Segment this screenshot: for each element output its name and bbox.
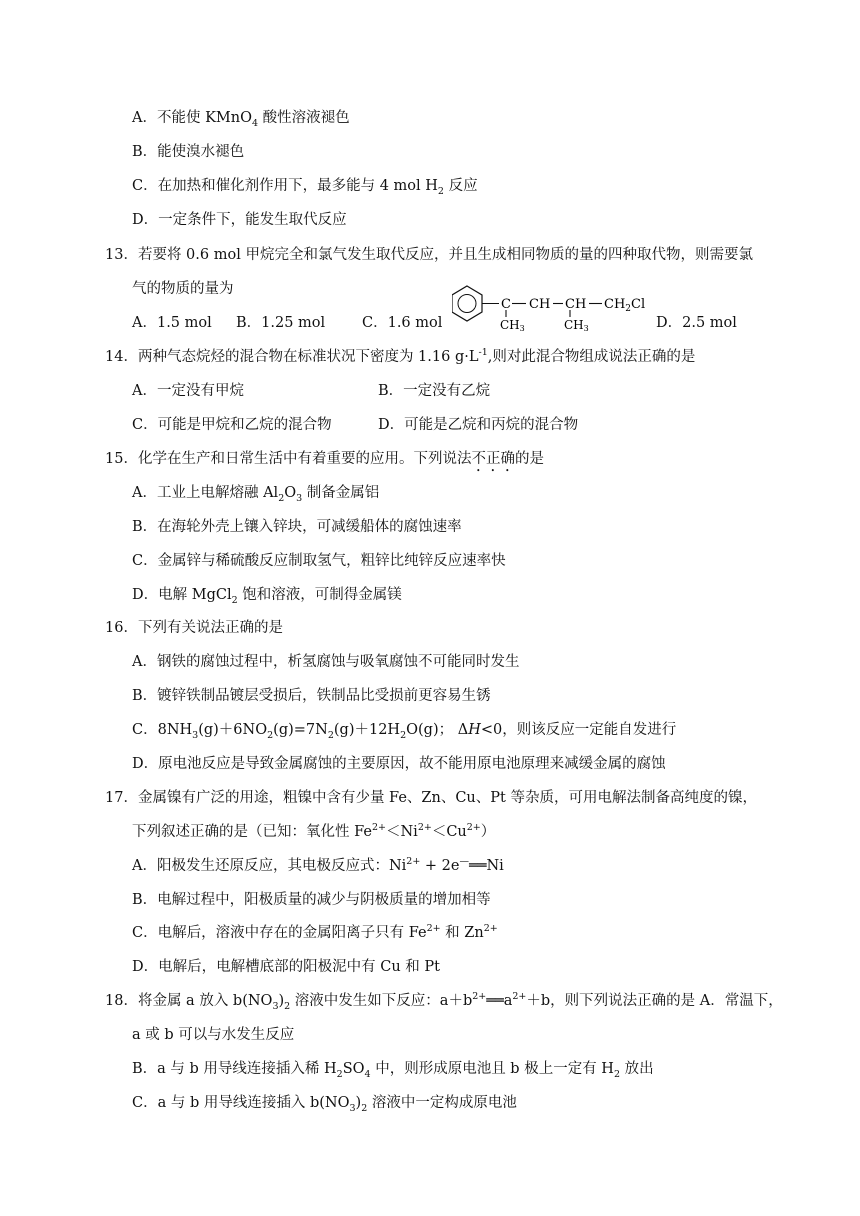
- q15-stem: 15．化学在生产和日常生活中有着重要的应用。下列说法不正确的是: [105, 451, 544, 467]
- formula-methyl-2: CH3: [564, 318, 589, 333]
- q14-option-c: C．可能是甲烷和乙烷的混合物: [132, 417, 332, 433]
- q13-stem-line1: 13．若要将 0.6 mol 甲烷完全和氯气发生取代反应，并且生成相同物质的量的四种取代物，则需要氯: [105, 247, 753, 263]
- q16-option-b: B．镀锌铁制品镀层受损后，铁制品比受损前更容易生锈: [132, 688, 491, 704]
- q15-option-d: D．电解 MgCl$_2$ 饱和溶液，可制得金属镁: [132, 587, 402, 606]
- q18-stem-line1: 18．将金属 a 放入 $b(NO_3)_2$ 溶液中发生如下反应：$a+b^{2+}══a^{2+}+b$，则下列说法正确的是 A．常温下，: [105, 991, 783, 1012]
- formula-methyl-1: CH3: [500, 318, 525, 333]
- q15-option-b: B．在海轮外壳上镶入锌块，可减缓船体的腐蚀速率: [132, 519, 462, 535]
- q16-option-d: D．原电池反应是导致金属腐蚀的主要原因，故不能用原电池原理来减缓金属的腐蚀: [132, 756, 666, 772]
- q16-stem: 16．下列有关说法正确的是: [105, 620, 283, 636]
- q18-option-c: C．a 与 b 用导线连接插入 $b(NO_3)_2$ 溶液中一定构成原电池: [132, 1095, 517, 1114]
- q14-option-b: B．一定没有乙烷: [378, 383, 491, 399]
- q17-option-b: B．电解过程中，阳极质量的减少与阴极质量的增加相等: [132, 892, 491, 908]
- q13-option-d: D．2.5 mol: [656, 315, 737, 331]
- q17-option-a: A．阳极发生还原反应，其电极反应式：$Ni^{2+}$ + 2e—══Ni: [132, 856, 504, 874]
- q12-option-d: D．一定条件下，能发生取代反应: [132, 212, 347, 228]
- q18-stem-line2: a 或 b 可以与水发生反应: [132, 1027, 295, 1043]
- q13-option-b: B．1.25 mol: [236, 315, 326, 331]
- q18-option-b: B．a 与 b 用导线连接插入稀 $H_2SO_4$ 中，则形成原电池且 b 极上一定有 $H_2$ 放出: [132, 1061, 654, 1080]
- structural-formula: [452, 284, 652, 334]
- q13-option-a: A．1.5 mol: [132, 315, 212, 331]
- q13-option-c: C．1.6 mol: [362, 315, 443, 331]
- q15-option-a: A．工业上电解熔融 $Al_2O_3$ 制备金属铝: [132, 485, 380, 504]
- q15-option-c: C．金属锌与稀硫酸反应制取氢气，粗锌比纯锌反应速率快: [132, 553, 506, 569]
- formula-group-ch2: CH: [565, 297, 587, 312]
- q16-option-a: A．钢铁的腐蚀过程中，析氢腐蚀与吸氧腐蚀不可能同时发生: [132, 654, 520, 670]
- formula-group-ch1: CH: [529, 297, 551, 312]
- emphasis-not-correct: 不正确: [471, 451, 515, 467]
- q14-option-a: A．一定没有甲烷: [132, 383, 244, 399]
- q17-option-c: C．电解后，溶液中存在的金属阳离子只有 $Fe^{2+}$ 和 $Zn^{2+}$: [132, 923, 498, 941]
- q12-option-b: B．能使溴水褪色: [132, 144, 245, 160]
- q12-option-a: A．不能使 KMnO$_4$ 酸性溶液褪色: [132, 110, 350, 129]
- q17-stem-line2: 下列叙述正确的是（已知：氧化性 $Fe^{2+}<Ni^{2+}<Cu^{2+}$）: [132, 822, 496, 840]
- formula-group-ch2cl: $CH_2Cl$: [604, 297, 646, 314]
- q17-stem-line1: 17．金属镍有广泛的用途，粗镍中含有少量 Fe、Zn、Cu、Pt 等杂质，可用电解法制备高纯度的镍，: [105, 790, 757, 806]
- q17-option-d: D．电解后，电解槽底部的阳极泥中有 Cu 和 Pt: [132, 959, 440, 975]
- q12-option-c: C．在加热和催化剂作用下，最多能与 4 mol $H_2$ 反应: [132, 178, 478, 197]
- q16-option-c: C．$8NH_3(g)+6NO_2(g)=7N_2(g)+12H_2O(g)$； ΔH<0，则该反应一定能自发进行: [132, 722, 677, 741]
- q14-stem: 14．两种气态烷烃的混合物在标准状况下密度为 1.16 $g\cdot L^{-1}$,则对此混合物组成说法正确的是: [105, 347, 696, 365]
- benzene-ring-icon: [452, 286, 482, 321]
- q13-stem-line2: 气的物质的量为: [132, 281, 234, 297]
- formula-atom-c: C: [501, 297, 511, 312]
- q14-option-d: D．可能是乙烷和丙烷的混合物: [378, 417, 579, 433]
